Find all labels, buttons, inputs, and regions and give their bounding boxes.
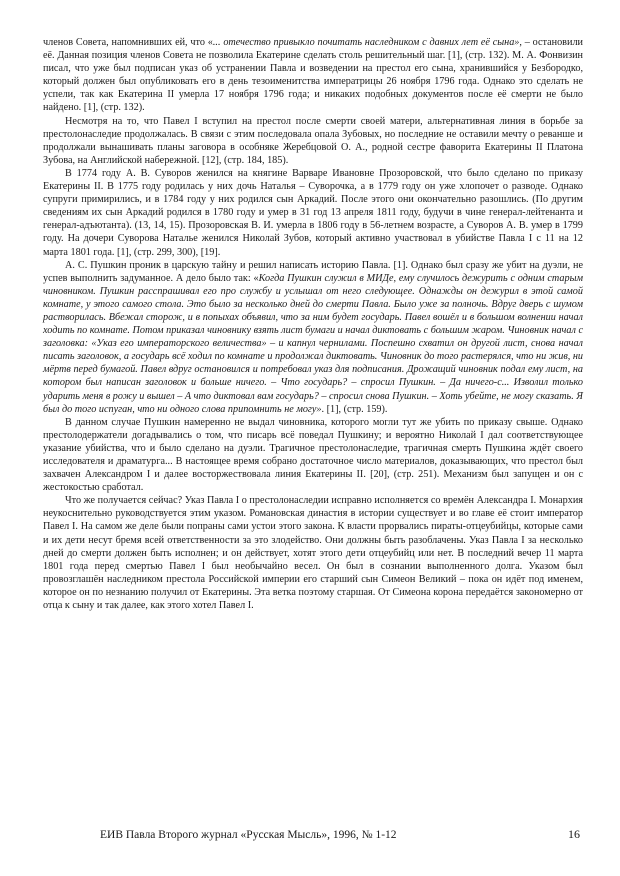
text-run: Несмотря на то, что Павел I вступил на престол после смерти своей матери, альтернативная линия в борьбе за престолонаследие продолжалась. В связи с этим последовала опала Зубовых, но последние не оставили мечту о реванше и продолжали вынашивать планы заговора в особняке Жеребцовой О. А., родной сестре фаворита Екатерины II Платона Зубова, на Английской набережной. [12], (стр. 184, 185). — [43, 115, 583, 166]
paragraph-2 — [43, 115, 583, 167]
text-run: В 1774 году А. В. Суворов женился на княгине Варваре Ивановне Прозоровской, что было сделано по приказу Екатерины II. В 1775 году родилась у них дочь Наталья – Суворочка, а в 1779 году он уже хлопочет о разводе. Однако супруги примирились, и в 1784 году у них родился сын Аркадий. После этого они окончательно разошлись. (По другим сведениям их сын Аркадий родился в 1780 году и умер в 31 год 13 апреля 1811 году, будучи в чине генерал-лейтенанта и генерал-адъютанта). (13, 14, 15). Прозоровская В. И. умерла в 1806 году в 56-летнем возрасте, а Суворов А. В. умер в 1799 году. На дочери Суворова Натальe женился Николай Зубов, который активно участвовал в убийстве Павла I с 11 на 12 марта 1801 года. [1], (стр. 299, 300), [19]. — [43, 167, 583, 258]
paragraph-4 — [43, 259, 583, 416]
paragraph-1 — [43, 36, 583, 115]
text-run: членов Совета, напомнивших ей, что « — [43, 37, 213, 48]
journal-citation: ЕИВ Павла Второго журнал «Русская Мысль», 1996, № 1-12 — [100, 829, 397, 841]
text-run: А. С. Пушкин проник в царскую тайну и решил написать историю Павла. [1]. Однако был сразу же убит на дуэли, не успев выполнить задуманное. А дело было так: « — [43, 259, 583, 284]
text-run: . [1], (стр. 159). — [321, 403, 388, 415]
quote-run: Когда Пушкин служил в МИДе, ему случилось дежурить с одним старым чиновником. Пушкин расспрашивал его про службу и услышал от него следующее. Однажды он дежурил в этой самой комнате, у этого самого стола. Это было за несколько дней до смерти Павла. Было уже за полночь. Вдруг дверь с шумом растворилась. Вбежал сторож, и в попыхах объявил, что за ним будет государь. Павел вошёл и в большом волнении начал ходить по комнате. Потом приказал чиновнику взять лист бумаги и начал диктовать с большим жаром. Чиновник начал с заголовка: «Указ его императорского величества» – и капнул чернилами. Поспешно схватил он другой лист, снова начал писать заголовок, а государь всё ходил по комнате и продолжал диктовать. Чиновник до того растерялся, что ни жив, ни мёртв перед бумагой. Павел вдруг остановился и потребовал указ для подписания. Дрожащий чиновник подал ему лист, на котором был написан заголовок и больше ничего. – Что государь? – спросил Пушкин. – Да ничего-с... Изволил только ударить меня в рожу и вышел – А что диктовал вам государь? – спросил снова Пушкин. – Хоть убейте, не могу сказать. Я был до того испуган, что ни одного слова припомнить не могу» — [43, 272, 583, 415]
quote-run: ... отечество привыкло почитать наследником с давних лет её сына» — [212, 37, 520, 48]
text-run: В данном случае Пушкин намеренно не выдал чиновника, которого могли тут же убить по приказу свыше. Однако престолодержатели догадывались о том, что писарь всё поведал Пушкину; и вероятно Николай I дал соответствующее указание убийства, что и было сделано на дуэли. Трагичное престолонаследие, трагичная смерть Пушкина ждёт своего исследователя и драматурга... В настоящее время собрано достаточное число материалов, доказывающих, что престол был захвачен Александром I и далее восторжествовала линия Екатерины II. [20], (стр. 251). Механизм был запущен и он с жестокостью сработал. — [43, 416, 583, 494]
page-footer — [100, 827, 580, 842]
page-number: 16 — [568, 827, 580, 841]
text-run: , – остановили её. Данная позиция членов Совета не позволила Екатерине сделать столь решительный шаг. [1], (стр. 132). М. А. Фонвизин писал, что уже был подписан указ об устранении Павла и возведении на престол его сына, хранившийся у Безбородко, который должен был опубликовать его в день тезоименитства императрицы 26 ноября 1796 года. Однако это сделать не успели, так как Екатерина II умерла 17 ноября 1796 года; и никаких подобных документов после её смерти не было найдено. [1], (стр. 132). — [43, 37, 583, 114]
text-run: Что же получается сейчас? Указ Павла I о престолонаследии исправно исполняется со времён Александра I. Монархия неукоснительно руководствуется этим указом. Романовская династия в истории существует и во главе её стоит император Павел I. На самом же деле были попраны сами устои этого закона. К власти прорвались пираты-отцеубийцы, которые сами и их дети несут бремя всей ответственности за это злодейство. Они должны быть разоблачены. Указ Павла I за несколько дней до смерти должен быть исполнен; и он действует, хотят этого дети отцеубийц или нет. В последний вечер 11 марта 1801 года перед смертью Павел I был необычайно весел. Он был в сознании выполненного долга. Указом был провозглашён наследником престола Российской империи его старший сын Симеон Великий – пока он идёт под именем, которое он по незнанию получил от Екатерины. Эта ветка поэтому старшая. От Симеона корона передаётся закономерно от отца к сыну и так далее, как этого хотел Павел I. — [43, 495, 583, 612]
paragraph-6 — [43, 494, 583, 612]
paragraph-3 — [43, 167, 583, 259]
paragraph-5 — [43, 416, 583, 495]
document-page — [43, 36, 583, 612]
